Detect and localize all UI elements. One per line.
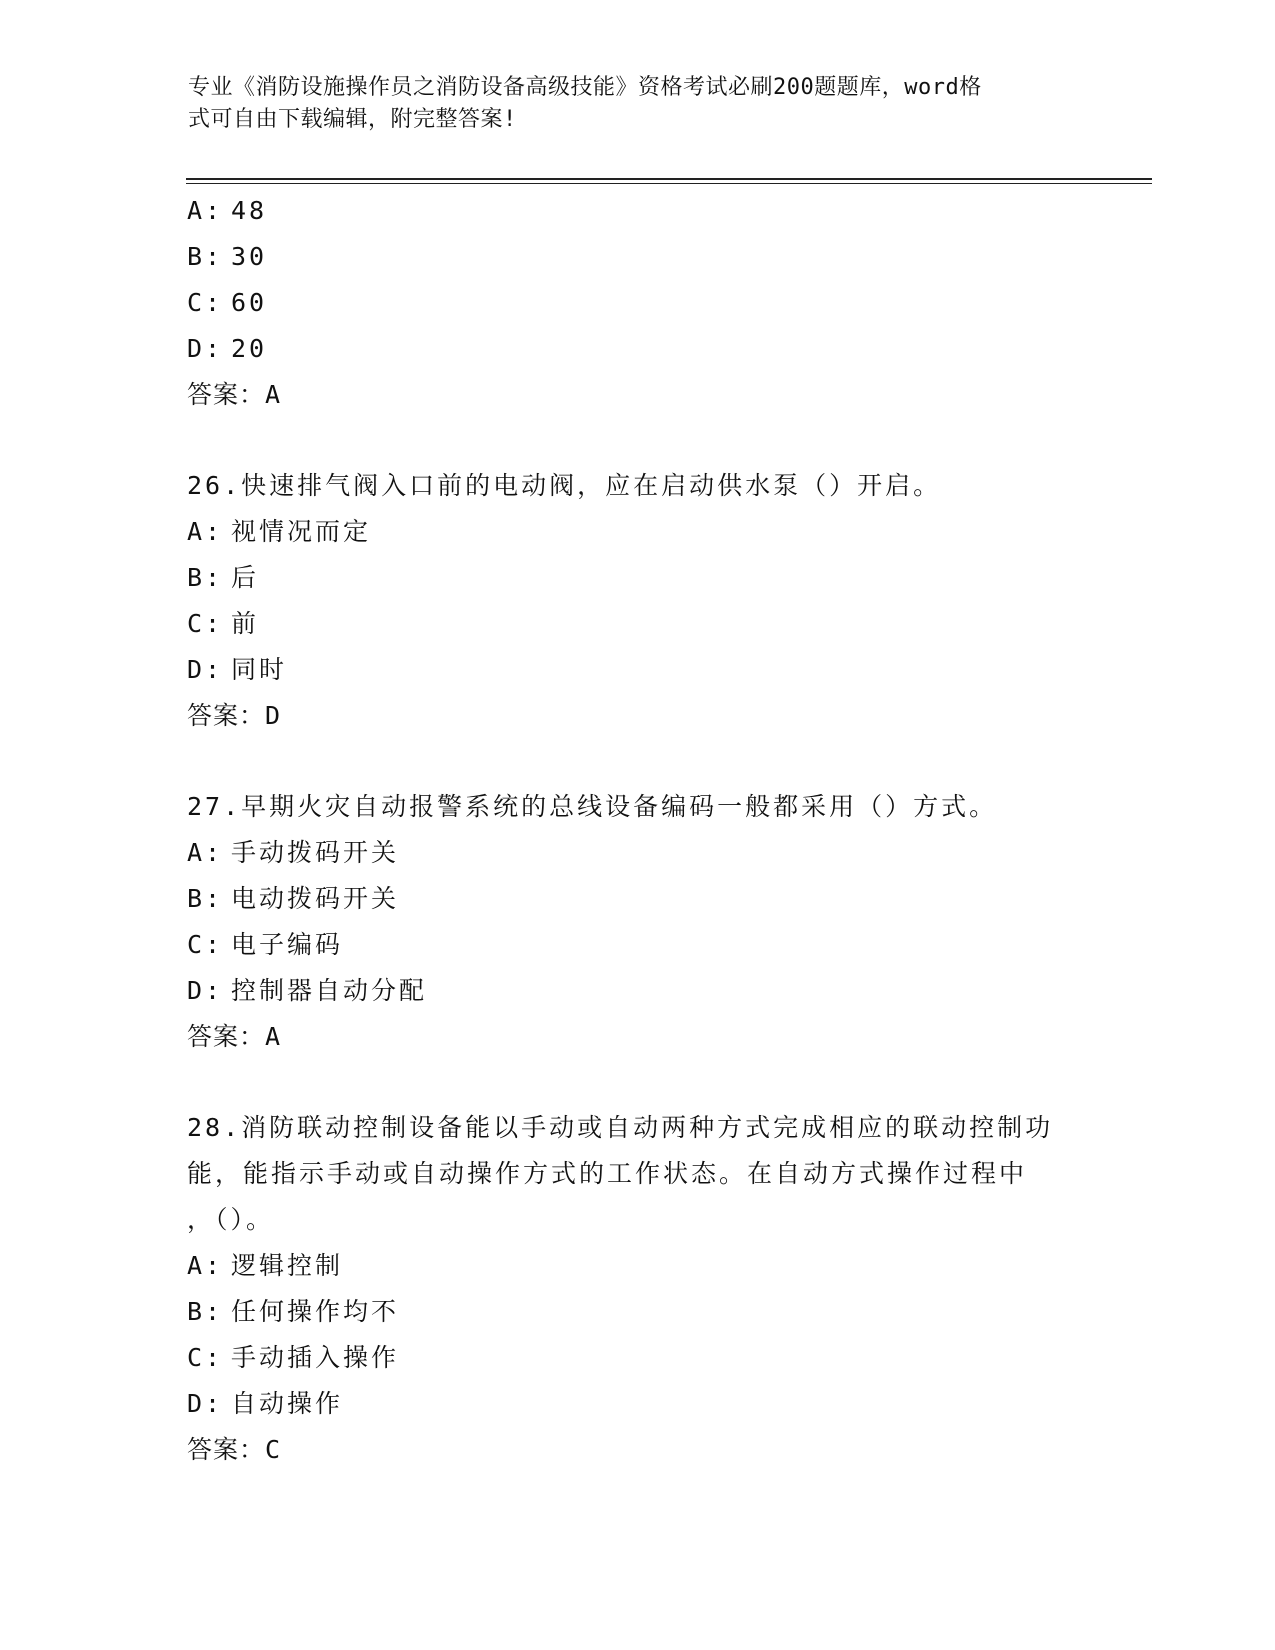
question-spacer: [187, 1060, 1087, 1105]
option-text: 48: [231, 196, 268, 225]
option-label: C:: [187, 930, 224, 959]
option-d: [187, 968, 1087, 1014]
option-text: 同时: [231, 655, 288, 684]
option-text: 逻辑控制: [231, 1251, 344, 1280]
question-list: [187, 188, 1087, 1473]
header-line-2: 式可自由下载编辑，附完整答案!: [188, 107, 517, 132]
option-text: 60: [231, 288, 268, 317]
option-label: D:: [187, 334, 224, 363]
question-text: 27.早期火灾自动报警系统的总线设备编码一般都采用（）方式。: [187, 792, 998, 821]
option-label: D:: [187, 976, 224, 1005]
answer-line: 答案：C: [187, 1435, 282, 1464]
option-label: A:: [187, 838, 224, 867]
answer-line: 答案：A: [187, 380, 282, 409]
option-a: [187, 509, 1087, 555]
option-a: [187, 830, 1087, 876]
option-label: B:: [187, 563, 224, 592]
question-25: [187, 188, 1087, 418]
option-c: [187, 922, 1087, 968]
option-label: B:: [187, 1297, 224, 1326]
option-b: [187, 234, 1087, 280]
option-label: A:: [187, 196, 224, 225]
option-text: 自动操作: [231, 1389, 344, 1418]
option-label: B:: [187, 884, 224, 913]
answer-line: 答案：A: [187, 1022, 282, 1051]
option-text: 控制器自动分配: [231, 976, 428, 1005]
option-b: [187, 1289, 1087, 1335]
option-label: C:: [187, 1343, 224, 1372]
header-line-1: 专业《消防设施操作员之消防设备高级技能》资格考试必刷200题题库，word格: [188, 75, 982, 100]
option-b: [187, 876, 1087, 922]
option-text: 电动拨码开关: [231, 884, 400, 913]
option-text: 手动插入操作: [231, 1343, 400, 1372]
option-label: B:: [187, 242, 224, 271]
question-27: [187, 784, 1087, 1060]
option-text: 30: [231, 242, 268, 271]
question-spacer: [187, 739, 1087, 784]
question-text-line-1: 28.消防联动控制设备能以手动或自动两种方式完成相应的联动控制功: [187, 1113, 1054, 1142]
option-c: [187, 280, 1087, 326]
question-26: [187, 463, 1087, 739]
option-label: D:: [187, 655, 224, 684]
option-label: C:: [187, 609, 224, 638]
document-header: [188, 72, 1068, 136]
option-label: A:: [187, 1251, 224, 1280]
option-text: 20: [231, 334, 268, 363]
question-text-line-2: 能，能指示手动或自动操作方式的工作状态。在自动方式操作过程中: [187, 1159, 1028, 1188]
option-text: 任何操作均不: [231, 1297, 400, 1326]
question-text: 26.快速排气阀入口前的电动阀，应在启动供水泵（）开启。: [187, 471, 942, 500]
option-text: 手动拨码开关: [231, 838, 400, 867]
option-c: [187, 1335, 1087, 1381]
option-label: A:: [187, 517, 224, 546]
question-text-line-3: ，（）。: [187, 1205, 275, 1234]
option-text: 后: [231, 563, 260, 592]
header-rule-thick: [186, 178, 1152, 180]
option-b: [187, 555, 1087, 601]
question-28: [187, 1105, 1087, 1473]
option-label: D:: [187, 1389, 224, 1418]
option-label: C:: [187, 288, 224, 317]
option-c: [187, 601, 1087, 647]
answer-line: 答案：D: [187, 701, 282, 730]
option-a: [187, 188, 1087, 234]
option-a: [187, 1243, 1087, 1289]
header-rule-thin: [186, 183, 1152, 184]
option-text: 前: [231, 609, 260, 638]
option-d: [187, 1381, 1087, 1427]
question-spacer: [187, 418, 1087, 463]
option-text: 电子编码: [231, 930, 344, 959]
option-d: [187, 647, 1087, 693]
option-text: 视情况而定: [231, 517, 372, 546]
option-d: [187, 326, 1087, 372]
